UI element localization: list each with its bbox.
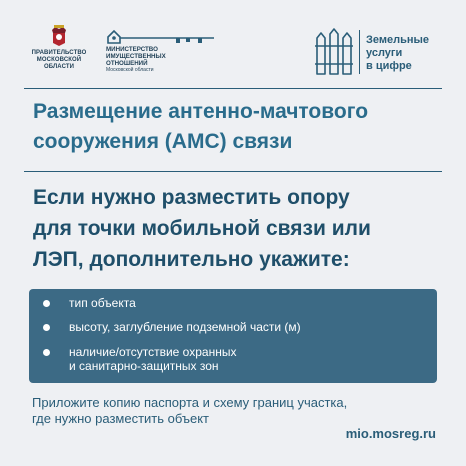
list-item-text: высоту, заглубление подземной части (м): [69, 320, 301, 334]
coat-of-arms-icon: [49, 24, 69, 46]
header: [0, 0, 466, 86]
key-house-icon: [106, 28, 218, 44]
ministry-logo: [106, 28, 226, 73]
list-item-text: тип объекта: [69, 296, 136, 310]
bullet-icon: [43, 300, 50, 307]
attachment-note: [32, 395, 452, 427]
service-line: в цифре: [366, 60, 412, 72]
fence-icon: [314, 28, 354, 76]
list-item-text: и санитарно-защитных зон: [69, 359, 219, 373]
bullet-icon: [43, 349, 50, 356]
subtitle-line: ЛЭП, дополнительно укажите:: [33, 248, 350, 271]
ministry-line: ОТНОШЕНИЙ: [106, 60, 148, 67]
government-logo: [24, 24, 94, 71]
service-line: услуги: [366, 47, 403, 59]
subtitle-line: для точки мобильной связи или: [33, 217, 371, 240]
government-line: МОСКОВСКОЙ: [36, 57, 82, 63]
subtitle: [33, 182, 453, 275]
government-line: ОБЛАСТИ: [43, 64, 75, 70]
ministry-line: ИМУЩЕСТВЕННЫХ: [106, 53, 166, 60]
subtitle-line: Если нужно разместить опору: [33, 186, 350, 209]
note-line: Приложите копию паспорта и схему границ участка,: [32, 395, 348, 410]
service-divider: [359, 30, 360, 74]
ministry-line: МИНИСТЕРСТВО: [106, 46, 158, 53]
middle-divider: [24, 171, 442, 172]
government-line: ПРАВИТЕЛЬСТВО: [31, 50, 87, 56]
page-title: [33, 97, 453, 157]
title-line: Размещение антенно-мачтового: [33, 100, 369, 123]
ministry-subline: Московской области: [106, 67, 154, 73]
requirements-box: [29, 289, 437, 383]
top-divider: [24, 88, 442, 89]
title-line: сооружения (АМС) связи: [33, 130, 293, 153]
list-item-text: наличие/отсутствие охранных: [69, 345, 237, 359]
service-logo: [314, 28, 454, 78]
note-line: где нужно разместить объект: [32, 411, 210, 426]
service-line: Земельные: [366, 34, 430, 46]
bullet-icon: [43, 324, 50, 331]
site-url: mio.mosreg.ru: [345, 426, 436, 441]
